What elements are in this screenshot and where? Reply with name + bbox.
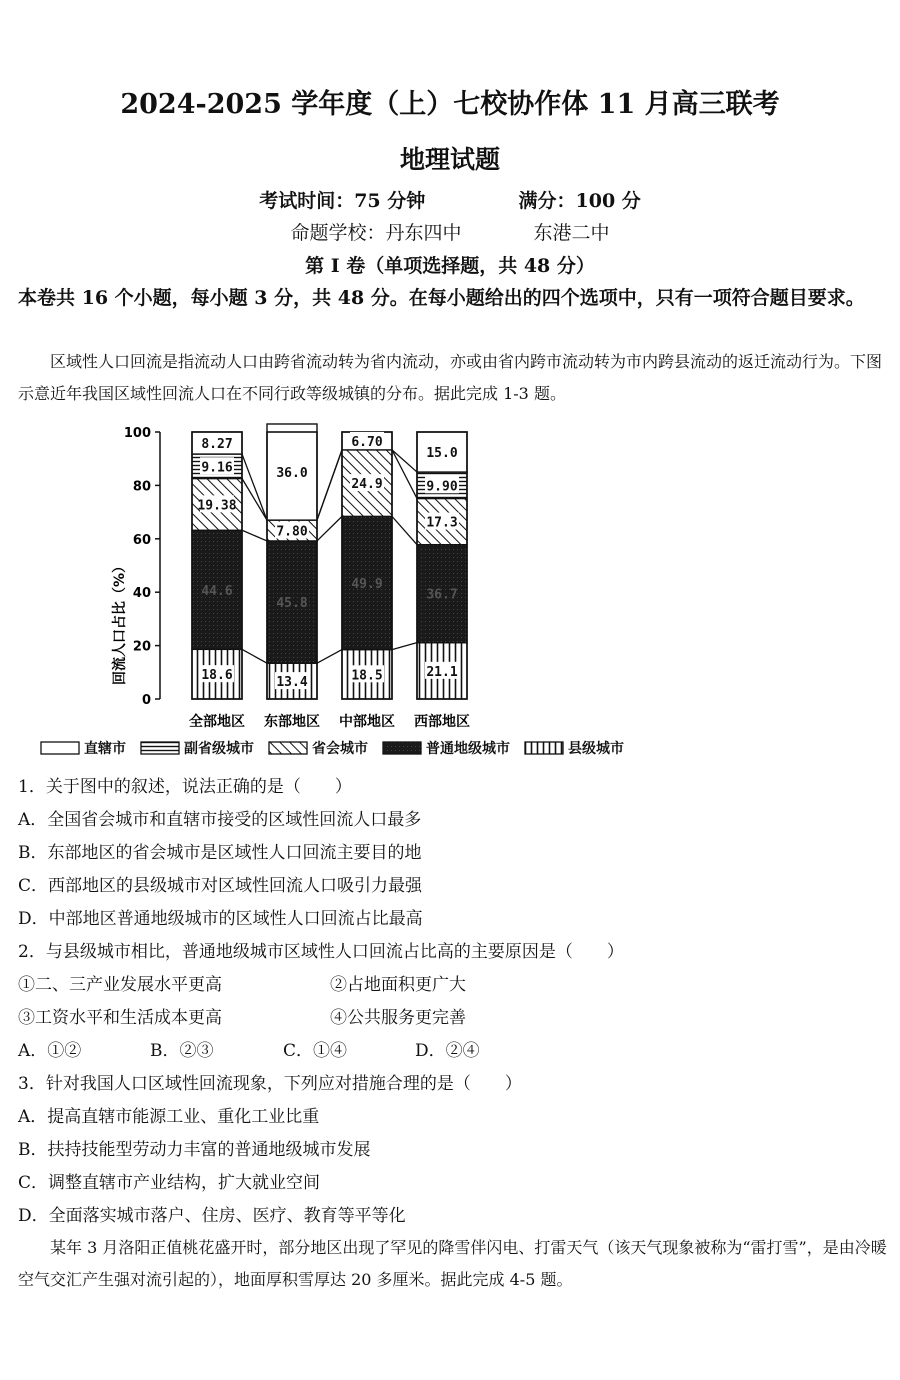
- q1-stem: 1．关于图中的叙述，说法正确的是（ ）: [18, 777, 352, 797]
- part-title: 第 I 卷（单项选择题，共 48 分）: [305, 255, 595, 277]
- q2-statement-3: ③工资水平和生活成本更高: [18, 1008, 222, 1028]
- connector-line: [242, 530, 267, 541]
- q2-statement-1: ①二、三产业发展水平更高: [18, 975, 222, 995]
- data-label: 6.70: [351, 434, 383, 450]
- data-label: 24.9: [351, 477, 383, 493]
- intro-paragraph: 区域性人口回流是指流动人口由跨省流动转为省内流动，亦或由省内跨市流动转为市内跨县流动的返迁流动行为。下图示意近年我国区域性回流人口在不同行政等级城镇的分布。据此完成 1-3 题。: [18, 352, 883, 403]
- connector-line: [317, 450, 342, 520]
- connector-line: [392, 643, 417, 650]
- q2-statement-2: ②占地面积更广大: [330, 975, 466, 995]
- legend-swatch-rect: [525, 742, 563, 754]
- data-label: 15.0: [426, 446, 458, 462]
- connector-line: [392, 450, 417, 499]
- connector-line: [242, 649, 267, 663]
- legend-label: 直辖市: [84, 741, 126, 757]
- x-category-label: 中部地区: [339, 714, 395, 730]
- data-label: 36.0: [276, 466, 308, 482]
- x-category-label: 东部地区: [264, 714, 320, 730]
- chart-legend: [40, 738, 624, 758]
- y-tick-label: 0: [141, 693, 151, 708]
- data-label: 36.7: [426, 587, 458, 603]
- school-line: [0, 218, 900, 245]
- subject-title: 地理试题: [399, 145, 500, 174]
- q2-option-a: A．①②: [18, 1041, 82, 1061]
- y-tick-label: 80: [132, 479, 151, 495]
- instructions: 本卷共 16 个小题，每小题 3 分，共 48 分。在每小题给出的四个选项中，只有一项符合题目要求。: [18, 287, 865, 309]
- q1-option-a: A．全国省会城市和直辖市接受的区域性回流人口最多: [18, 810, 422, 830]
- data-label: 17.3: [426, 515, 458, 531]
- connector-line: [242, 454, 267, 520]
- school-2: 东港二中: [533, 222, 610, 244]
- legend-swatch-rect: [383, 742, 421, 754]
- stacked-bar-chart: [100, 412, 620, 737]
- data-label: 7.80: [276, 524, 308, 540]
- legend-item: [140, 738, 254, 758]
- data-label: 8.27: [201, 437, 233, 453]
- q2-statement-4: ④公共服务更完善: [330, 1008, 466, 1028]
- q1-option-b: B．东部地区的省会城市是区域性人口回流主要目的地: [18, 843, 422, 863]
- q2-option-b: B．②③: [150, 1041, 214, 1061]
- legend-swatch: [140, 741, 180, 755]
- y-axis-title: 回流人口占比（%）: [112, 558, 128, 686]
- data-label: 9.90: [426, 479, 458, 495]
- q1-option-c: C．西部地区的县级城市对区域性回流人口吸引力最强: [18, 876, 423, 896]
- legend-swatch: [524, 741, 564, 755]
- exam-meta: [0, 186, 900, 213]
- q3-option-d: D．全面落实城市落户、住房、医疗、教育等平等化: [18, 1206, 406, 1226]
- q2-option-d: D．②④: [415, 1041, 480, 1061]
- legend-swatch-rect: [141, 742, 179, 754]
- legend-swatch: [268, 741, 308, 755]
- data-label: 13.4: [276, 675, 308, 691]
- legend-item: [382, 738, 510, 758]
- y-tick-label: 20: [132, 639, 151, 655]
- data-label: 21.1: [426, 664, 458, 680]
- data-label: 18.5: [351, 668, 383, 684]
- legend-swatch-rect: [269, 742, 307, 754]
- exam-title: 2024-2025 学年度（上）七校协作体 11 月高三联考: [120, 89, 780, 120]
- data-label: 45.8: [276, 596, 308, 612]
- x-category-label: 西部地区: [414, 714, 470, 730]
- q3-stem: 3．针对我国人口区域性回流现象，下列应对措施合理的是（ ）: [18, 1074, 522, 1094]
- full-score: 满分：100 分: [518, 190, 641, 212]
- connector-line: [317, 650, 342, 664]
- data-label: 9.16: [201, 460, 233, 476]
- connector-line: [392, 450, 417, 472]
- legend-label: 普通地级城市: [426, 741, 510, 757]
- legend-item: [524, 738, 624, 758]
- q3-option-a: A．提高直辖市能源工业、重化工业比重: [18, 1107, 320, 1127]
- connector-line: [317, 516, 342, 541]
- connector-line: [242, 479, 267, 521]
- data-label: 19.38: [197, 498, 237, 514]
- legend-swatch: [382, 741, 422, 755]
- q1-option-d: D．中部地区普通地级城市的区域性人口回流占比最高: [18, 909, 423, 929]
- legend-label: 副省级城市: [184, 741, 254, 757]
- exam-time: 考试时间：75 分钟: [259, 190, 426, 212]
- y-tick-label: 100: [123, 426, 151, 441]
- q3-option-b: B．扶持技能型劳动力丰富的普通地级城市发展: [18, 1140, 371, 1160]
- legend-item: [268, 738, 368, 758]
- q2-stem: 2．与县级城市相比，普通地级城市区域性人口回流占比高的主要原因是（ ）: [18, 942, 624, 962]
- legend-swatch: [40, 741, 80, 755]
- school-1: 命题学校：丹东四中: [290, 222, 462, 244]
- q2-option-c: C．①④: [283, 1041, 348, 1061]
- y-tick-label: 40: [132, 586, 151, 602]
- data-label: 49.9: [351, 576, 383, 592]
- y-tick-label: 60: [132, 532, 151, 548]
- legend-swatch-rect: [41, 742, 79, 754]
- legend-label: 省会城市: [312, 741, 368, 757]
- x-category-label: 全部地区: [189, 714, 245, 730]
- legend-item: [40, 738, 126, 758]
- legend-label: 县级城市: [568, 741, 624, 757]
- q3-option-c: C．调整直辖市产业结构，扩大就业空间: [18, 1173, 321, 1193]
- data-label: 44.6: [201, 583, 233, 599]
- intro-paragraph-2: 某年 3 月洛阳正值桃花盛开时，部分地区出现了罕见的降雪伴闪电、打雷天气（该天气现象被称为“雷打雪”，是由冷暖空气交汇产生强对流引起的），地面厚积雪厚达 20 多厘米。据此完成 4-5 题。: [18, 1238, 887, 1289]
- connector-line: [392, 516, 417, 544]
- data-label: 18.6: [201, 668, 233, 684]
